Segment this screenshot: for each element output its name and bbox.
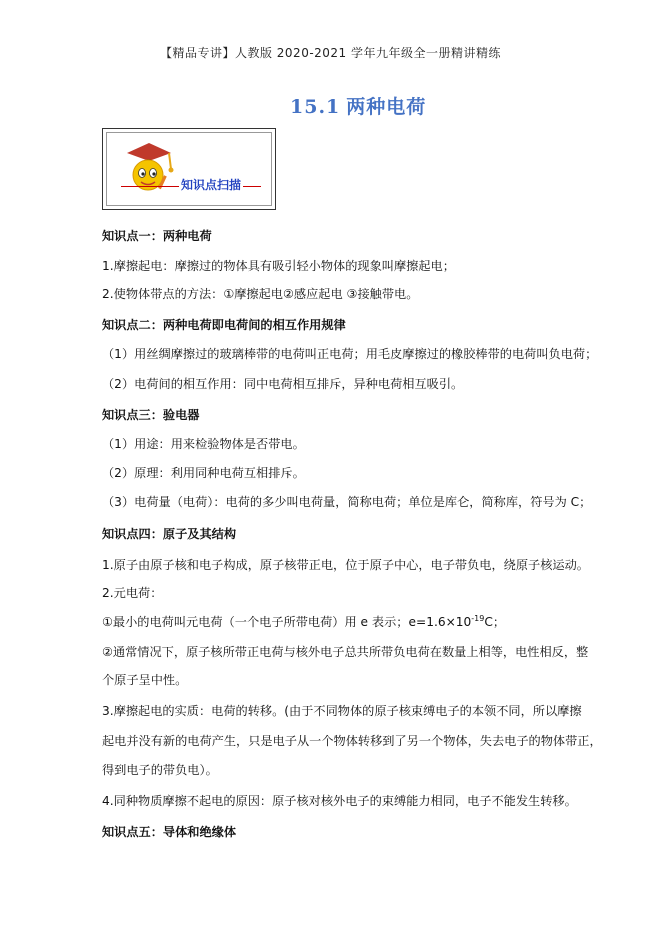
line-text: （1）用途：用来检验物体是否带电。 xyxy=(102,437,305,451)
text-line xyxy=(102,793,577,809)
section-heading xyxy=(102,824,236,840)
line-text: 知识点三：验电器 xyxy=(102,408,200,422)
section-heading xyxy=(102,407,200,423)
line-text: 起电并没有新的电荷产生，只是电子从一个物体转移到了另一个物体，失去电子的物体带正， xyxy=(102,734,602,748)
line-text: 1.摩擦起电：摩擦过的物体具有吸引轻小物体的现象叫摩擦起电； xyxy=(102,259,455,273)
text-line xyxy=(102,585,162,601)
line-text: 得到电子的带负电）。 xyxy=(102,763,218,777)
text-line xyxy=(102,557,589,573)
text-line xyxy=(102,494,591,510)
line-tail: C； xyxy=(484,615,506,629)
banner-label: 知识点扫描 xyxy=(181,178,242,192)
text-line xyxy=(102,436,305,452)
line-text: 4.同种物质摩擦不起电的原因：原子核对核外电子的束缚能力相同，电子不能发生转移。 xyxy=(102,794,577,808)
text-line xyxy=(102,346,597,362)
line-text: （1）用丝绸摩擦过的玻璃棒带的电荷叫正电荷；用毛皮摩擦过的橡胶棒带的电荷叫负电荷； xyxy=(102,347,598,361)
line-text: （2）电荷间的相互作用：同中电荷相互排斥，异种电荷相互吸引。 xyxy=(102,377,464,391)
title-text: 两种电荷 xyxy=(346,96,427,118)
text-line xyxy=(102,672,187,688)
line-text: 3.摩擦起电的实质：电荷的转移。(由于不同物体的原子核束缚电子的本领不同，所以摩擦 xyxy=(102,704,582,718)
line-text: （2）原理：利用同种电荷互相排斥。 xyxy=(102,466,305,480)
text-line xyxy=(102,733,602,749)
section-heading xyxy=(102,228,212,244)
exponent: -19 xyxy=(471,613,485,623)
section-heading xyxy=(102,526,236,542)
line-text: （3）电荷量（电荷）：电荷的多少叫电荷量，简称电荷；单位是库仑，简称库，符号为 C； xyxy=(102,495,592,509)
line-text: ①最小的电荷叫元电荷（一个电子所带电荷）用 e 表示；e=1.6×10 xyxy=(102,615,472,629)
line-text: 1.原子由原子核和电子构成，原子核带正电，位于原子中心，电子带负电，绕原子核运动。 xyxy=(102,558,589,572)
text-line xyxy=(102,286,418,302)
section-heading xyxy=(102,317,346,333)
line-text: 知识点五：导体和绝缘体 xyxy=(102,825,237,839)
line-text: 个原子呈中性。 xyxy=(102,673,188,687)
line-text: 2.使物体带点的方法：①摩擦起电②感应起电 ③接触带电。 xyxy=(102,287,419,301)
line-text: 知识点二：两种电荷即电荷间的相互作用规律 xyxy=(102,318,346,332)
text-line xyxy=(102,703,582,719)
page-header: 【精品专讲】人教版 2020-2021 学年九年级全一册精讲精练 xyxy=(159,46,502,60)
text-line xyxy=(102,465,305,481)
text-line xyxy=(102,614,505,630)
text-line xyxy=(102,644,588,660)
text-line xyxy=(102,258,455,274)
knowledge-banner xyxy=(102,128,276,210)
title-number: 15.1 xyxy=(290,96,341,118)
line-text: 知识点一：两种电荷 xyxy=(102,229,212,243)
line-text: ②通常情况下，原子核所带正电荷与核外电子总共所带负电荷在数量上相等，电性相反，整 xyxy=(102,645,589,659)
line-text: 2.元电荷： xyxy=(102,586,163,600)
text-line xyxy=(102,762,218,778)
line-text: 知识点四：原子及其结构 xyxy=(102,527,237,541)
text-line xyxy=(102,376,463,392)
page-title xyxy=(290,92,426,119)
